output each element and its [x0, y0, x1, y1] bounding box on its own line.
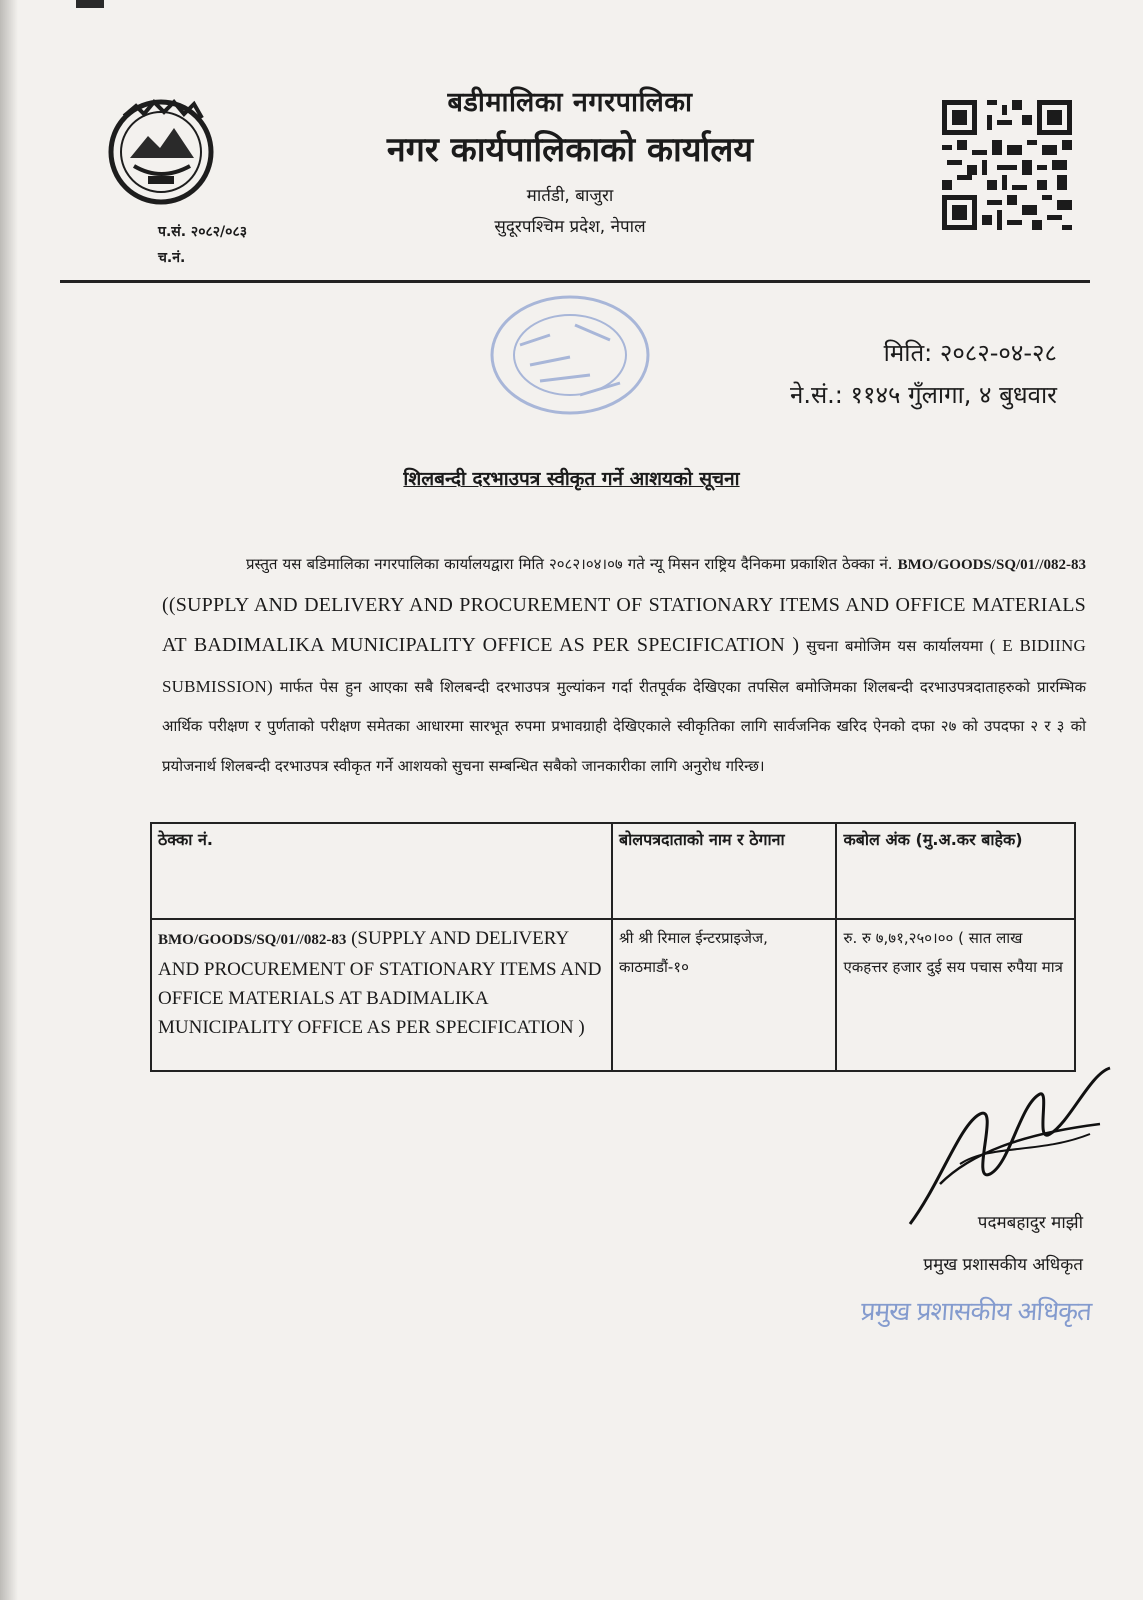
office-name: नगर कार्यपालिकाको कार्यालय — [386, 130, 754, 170]
body-part-2: सुचना बमोजिम यस कार्यालयमा — [806, 637, 983, 655]
cell-contract — [151, 919, 612, 1071]
body-contract-description: ((SUPPLY AND DELIVERY AND PROCUREMENT OF STATIONARY ITEMS AND OFFICE MATERIALS AT BADIMALIKA MUNICIPALITY OFFICE AS PER SPECIFICATION ) — [162, 593, 1086, 656]
award-table — [150, 822, 1076, 1072]
signatory-stamp: प्रमुख प्रशासकीय अधिकृत — [859, 1297, 1092, 1327]
signer-title: प्रमुख प्रशासकीय अधिकृत — [923, 1255, 1083, 1275]
cell-bidder: श्री श्री रिमाल ईन्टरप्राइजेज, काठमाडौं-१० — [612, 919, 836, 1071]
header-amount: कबोल अंक (मु.अ.कर बाहेक) — [836, 823, 1075, 919]
qr-code-icon — [942, 100, 1072, 230]
header-bidder: बोलपत्रदाताको नाम र ठेगाना — [612, 823, 836, 919]
cell-amount: रु. रु ७,७१,२५०।०० ( सात लाख एकहत्तर हजार दुई सय पचास रुपैया मात्र — [836, 919, 1075, 1071]
municipality-name: बडीमालिका नगरपालिका — [447, 87, 693, 118]
cell-contract-number: BMO/GOODS/SQ/01//082-83 — [158, 932, 347, 948]
table-header-row — [151, 823, 1075, 919]
dispatch-number: च.नं. — [158, 250, 186, 266]
cell-contract-description: (SUPPLY AND DELIVERY AND PROCUREMENT OF STATIONARY ITEMS AND OFFICE MATERIALS AT BADIMALIKA MUNICIPALITY OFFICE AS PER SPECIFICATION ) — [158, 928, 602, 1038]
notice-body — [162, 545, 1086, 786]
nepal-emblem-icon — [104, 96, 218, 206]
page-edge-shadow — [0, 0, 18, 1600]
address-line-1: मार्तडी, बाजुरा — [526, 186, 614, 206]
body-contract-number: BMO/GOODS/SQ/01//082-83 — [897, 557, 1086, 573]
header-divider — [60, 280, 1090, 283]
letterhead — [300, 82, 840, 237]
reference-number: प.सं. २०८२/०८३ — [158, 224, 247, 240]
table-row — [151, 919, 1075, 1071]
signature-icon — [900, 1064, 1120, 1234]
body-part-1: प्रस्तुत यस बडिमालिका नगरपालिका कार्यालयद्वारा मिति २०८२।०४।०७ गते न्यू मिसन राष्ट्रिय दैनिकमा प्रकाशित ठेक्का नं. — [246, 555, 893, 573]
scan-corner-mark — [76, 0, 104, 8]
office-stamp-icon — [480, 285, 660, 425]
body-part-3: मार्फत पेस हुन आएका सबै शिलबन्दी दरभाउपत्र मुल्यांकन गर्दा रीतपूर्वक देखिएका तपसिल बमोजिमका शिलबन्दी दरभाउपत्रदाताहरुको प्रारम्भिक आर्थिक परीक्षण र पुर्णताको परीक्षण समेतका आधारमा सारभूत रुपमा प्रभावग्राही देखिएकाले स्वीकृतिका लागि सार्वजनिक खरिद ऐनको दफा २७ को उपदफा २ र ३ को प्रयोजनार्थ शिलबन्दी दरभाउपत्र स्वीकृत गर्ने आशयको सुचना सम्बन्धित सबैको जानकारीका लागि अनुरोध गरिन्छ। — [162, 677, 1086, 775]
date: मिति: २०८२-०४-२८ — [883, 339, 1057, 367]
body-submission-mode: ( E BIDIING SUBMISSION) — [162, 636, 1086, 696]
nepal-sambat-date: ने.सं.: ११४५ गुँलागा, ४ बुधवार — [790, 381, 1057, 409]
signer-name: पदमबहादुर माझी — [977, 1213, 1083, 1233]
header-contract-no: ठेक्का नं. — [151, 823, 612, 919]
address-line-2: सुदूरपश्चिम प्रदेश, नेपाल — [494, 217, 646, 237]
notice-title: शिलबन्दी दरभाउपत्र स्वीकृत गर्ने आशयको सूचना — [403, 468, 740, 490]
